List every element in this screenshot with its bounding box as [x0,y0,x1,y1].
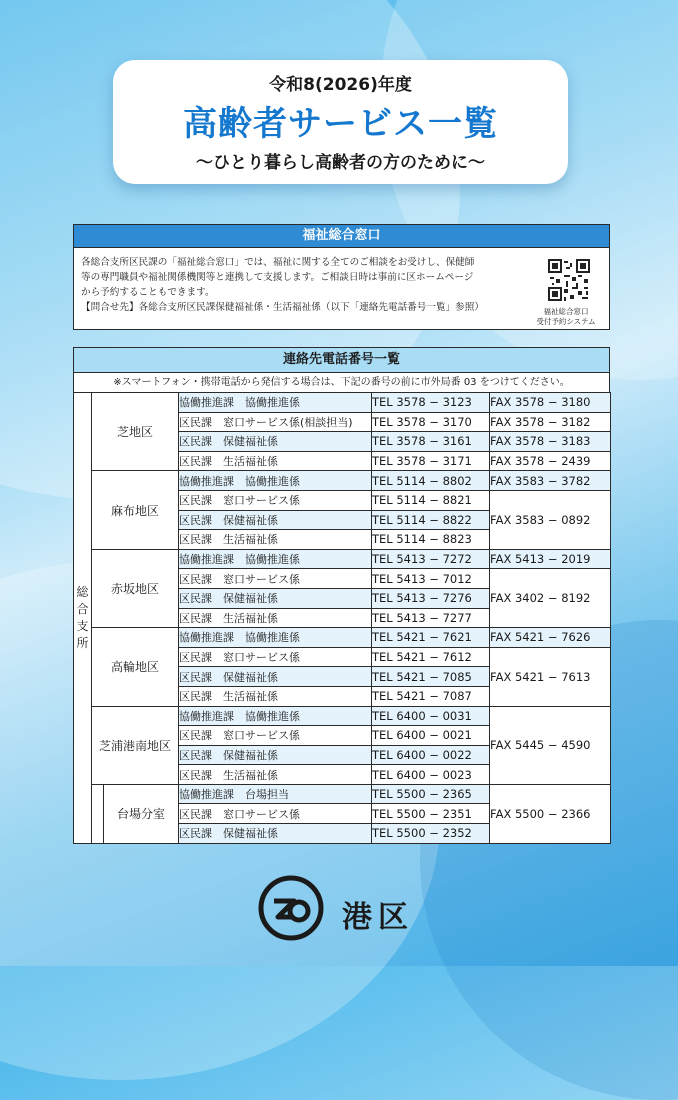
department-cell: 区民課 生活福祉係 [179,765,372,785]
area-name: 麻布地区 [92,471,179,549]
group-label-char: 総 [76,584,89,599]
tel-number[interactable]: TEL 5413 − 7272 [372,549,490,569]
directory-note: ※スマートフォン・携帯電話から発信する場合は、下記の番号の前に市外局番 03 をつけてください。 [74,373,609,393]
department-cell: 協働推進課 協働推進係 [179,549,372,569]
fax-number: FAX 5445 − 4590 [490,706,611,784]
department-cell: 協働推進課 台場担当 [179,784,372,804]
fax-number: FAX 3578 − 3183 [490,432,611,452]
group-label [74,393,92,844]
page-subtitle: 〜ひとり暮らし高齢者の方のために〜 [196,153,485,173]
fax-number: FAX 3578 − 3180 [490,393,611,413]
sub-office-indent [92,784,104,843]
department-cell: 区民課 生活福祉係 [179,530,372,550]
qr-caption [524,307,608,327]
department-cell: 区民課 窓口サービス係 [179,804,372,824]
department-cell: 協働推進課 協働推進係 [179,471,372,491]
department-cell: 区民課 保健福祉係 [179,667,372,687]
department-cell: 区民課 生活福祉係 [179,451,372,471]
tel-number[interactable]: TEL 5500 − 2352 [372,824,490,844]
department-cell: 区民課 保健福祉係 [179,588,372,608]
qr-caption-line: 福祉総合窓口 [543,307,589,316]
area-name: 台場分室 [104,784,179,843]
department-cell: 協働推進課 協働推進係 [179,628,372,648]
table-row [74,628,611,648]
tel-number[interactable]: TEL 5114 − 8823 [372,530,490,550]
description-line: 等の専門職員や福祉関係機関等と連携して支援します。ご相談日時は事前に区ホームページ [81,272,474,283]
tel-number[interactable]: TEL 3578 − 3170 [372,412,490,432]
tel-number[interactable]: TEL 5421 − 7085 [372,667,490,687]
tel-number[interactable]: TEL 5421 − 7612 [372,647,490,667]
tel-number[interactable]: TEL 6400 − 0031 [372,706,490,726]
area-name: 芝浦港南地区 [92,706,179,784]
phone-directory-body [74,393,611,844]
tel-number[interactable]: TEL 5421 − 7087 [372,686,490,706]
welfare-window-description [81,255,526,315]
department-cell: 区民課 窓口サービス係 [179,490,372,510]
fax-number: FAX 3578 − 2439 [490,451,611,471]
tel-number[interactable]: TEL 3578 − 3161 [372,432,490,452]
description-line: 各総合支所区民課の「福祉総合窓口」では、福祉に関する全てのご相談をお受けし、保健師 [81,257,475,268]
area-name: 赤坂地区 [92,549,179,627]
tel-number[interactable]: TEL 5114 − 8802 [372,471,490,491]
phone-directory-table [73,392,611,844]
tel-number[interactable]: TEL 5500 − 2365 [372,784,490,804]
area-name: 芝地区 [92,393,179,471]
group-label-char: 合 [76,601,89,616]
table-row [74,706,611,726]
tel-number[interactable]: TEL 3578 − 3123 [372,393,490,413]
org-name: 港区 [342,900,414,935]
directory-section [73,347,610,843]
department-cell: 区民課 窓口サービス係(相談担当) [179,412,372,432]
description-line: 【問合せ先】各総合支所区民課保健福祉係・生活福祉係（以下「連絡先電話番号一覧」参照） [81,302,484,313]
fax-number: FAX 5421 − 7613 [490,647,611,706]
tel-number[interactable]: TEL 6400 − 0023 [372,765,490,785]
department-cell: 区民課 保健福祉係 [179,510,372,530]
table-row [74,784,611,804]
tel-number[interactable]: TEL 5500 − 2351 [372,804,490,824]
welfare-window-heading: 福祉総合窓口 [74,225,609,248]
table-row [74,393,611,413]
tel-number[interactable]: TEL 6400 − 0022 [372,745,490,765]
fax-number: FAX 3583 − 0892 [490,490,611,549]
welfare-window-section [73,224,610,330]
tel-number[interactable]: TEL 5114 − 8822 [372,510,490,530]
tel-number[interactable]: TEL 5421 − 7621 [372,628,490,648]
area-name: 高輪地区 [92,628,179,706]
department-cell: 区民課 窓口サービス係 [179,726,372,746]
qr-code-icon[interactable] [548,259,590,301]
description-line: から予約することもできます。 [81,287,215,298]
tel-number[interactable]: TEL 5413 − 7012 [372,569,490,589]
department-cell: 協働推進課 協働推進係 [179,393,372,413]
qr-caption-line: 受付予約システム [536,317,596,326]
department-cell: 区民課 保健福祉係 [179,824,372,844]
fax-number: FAX 3402 − 8192 [490,569,611,628]
fax-number: FAX 3583 − 3782 [490,471,611,491]
minato-city-emblem-icon [258,875,324,941]
department-cell: 区民課 生活福祉係 [179,608,372,628]
department-cell: 区民課 窓口サービス係 [179,647,372,667]
department-cell: 協働推進課 協働推進係 [179,706,372,726]
page-title: 高齢者サービス一覧 [183,104,498,144]
tel-number[interactable]: TEL 5114 − 8821 [372,490,490,510]
table-row [74,471,611,491]
directory-heading: 連絡先電話番号一覧 [74,348,609,373]
tel-number[interactable]: TEL 5413 − 7276 [372,588,490,608]
tel-number[interactable]: TEL 3578 − 3171 [372,451,490,471]
group-label-char: 支 [76,618,89,633]
fiscal-year: 令和8(2026)年度 [269,75,412,95]
fax-number: FAX 3578 − 3182 [490,412,611,432]
department-cell: 区民課 生活福祉係 [179,686,372,706]
title-card [113,60,568,184]
department-cell: 区民課 保健福祉係 [179,745,372,765]
department-cell: 区民課 保健福祉係 [179,432,372,452]
table-row [74,549,611,569]
tel-number[interactable]: TEL 5413 − 7277 [372,608,490,628]
tel-number[interactable]: TEL 6400 − 0021 [372,726,490,746]
department-cell: 区民課 窓口サービス係 [179,569,372,589]
group-label-char: 所 [76,635,89,650]
fax-number: FAX 5413 − 2019 [490,549,611,569]
fax-number: FAX 5421 − 7626 [490,628,611,648]
fax-number: FAX 5500 − 2366 [490,784,611,843]
